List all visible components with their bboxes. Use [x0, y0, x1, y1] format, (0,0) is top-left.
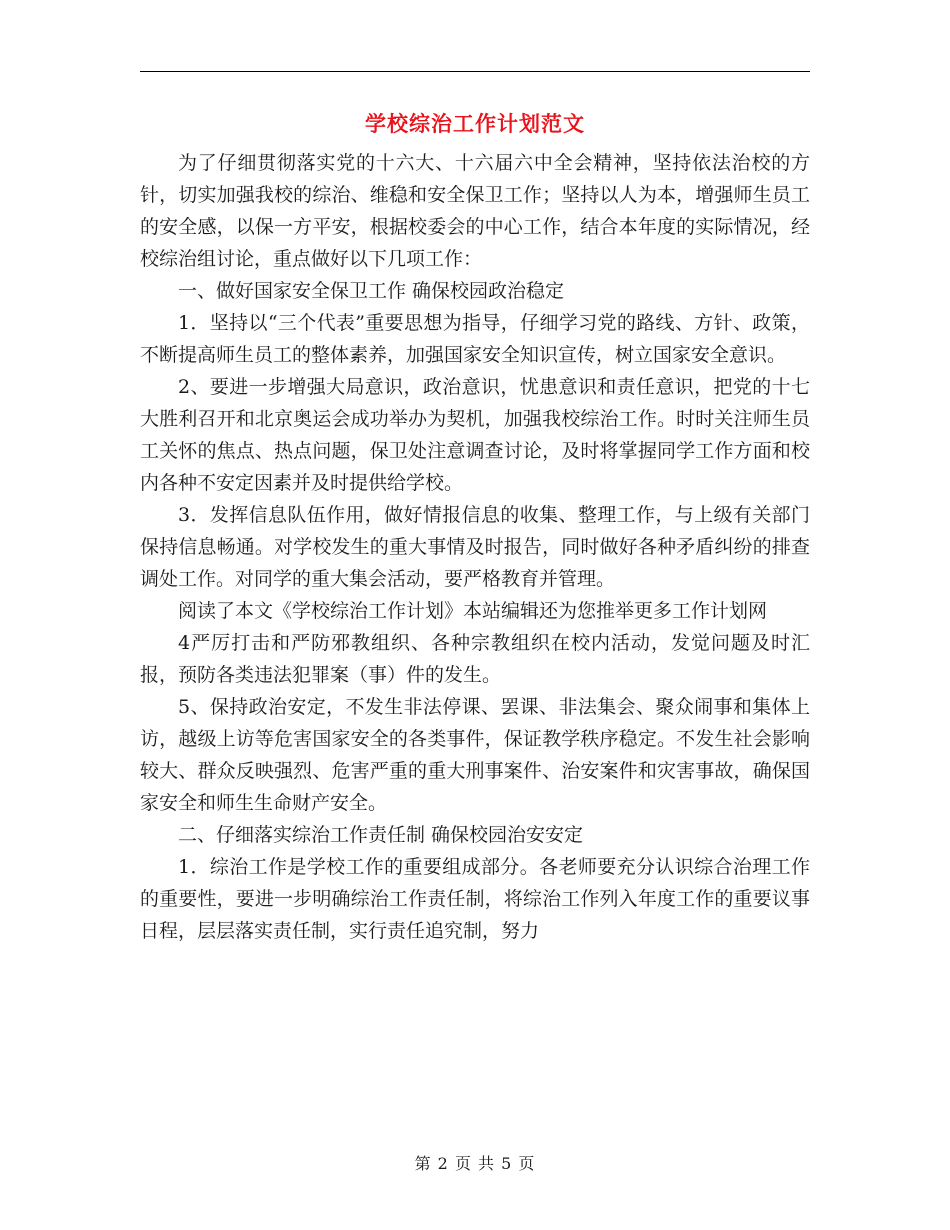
paragraph-item-1: 1．坚持以“三个代表”重要思想为指导，仔细学习党的路线、方针、政策，不断提高师生员工的整体素养，加强国家安全知识宣传，树立国家安全意识。: [140, 312, 810, 366]
paragraph-item-2: 2、要进一步增强大局意识，政治意识，忧患意识和责任意识，把党的十七大胜利召开和北京奥运会成功举办为契机，加强我校综治工作。时时关注师生员工关怀的焦点、热点问题，保卫处注意调查讨论，及时将掌握同学工作方面和校内各种不安定因素并及时提供给学校。: [140, 376, 810, 494]
paragraph-item-3: 3．发挥信息队伍作用，做好情报信息的收集、整理工作，与上级有关部门保持信息畅通。对学校发生的重大事情及时报告，同时做好各种矛盾纠纷的排查调处工作。对同学的重大集会活动，要严格教育并管理。: [140, 504, 810, 590]
page-number-footer: 第 2 页 共 5 页: [414, 1154, 536, 1173]
paragraph-section2-item-1: 1．综治工作是学校工作的重要组成部分。各老师要充分认识综合治理工作的重要性，要进一步明确综治工作责任制，将综治工作列入年度工作的重要议事日程，层层落实责任制，实行责任追究制，努力: [140, 856, 810, 942]
document-body: [140, 147, 810, 947]
document-title: 学校综治工作计划范文: [365, 111, 585, 136]
header-rule: [140, 71, 810, 72]
section-heading-1: 一、做好国家安全保卫工作 确保校园政治稳定: [178, 280, 565, 302]
section-heading-2: 二、仔细落实综治工作责任制 确保校园治安安定: [178, 824, 584, 846]
paragraph-editor-note: 阅读了本文《学校综治工作计划》本站编辑还为您推举更多工作计划网: [178, 600, 768, 622]
paragraph-item-4: 4严厉打击和严防邪教组织、各种宗教组织在校内活动，发觉问题及时汇报，预防各类违法犯罪案（事）件的发生。: [140, 632, 810, 686]
paragraph-intro: 为了仔细贯彻落实党的十六大、十六届六中全会精神，坚持依法治校的方针，切实加强我校的综治、维稳和安全保卫工作；坚持以人为本，增强师生员工的安全感，以保一方平安，根据校委会的中心工作，结合本年度的实际情况，经校综治组讨论，重点做好以下几项工作：: [140, 152, 810, 270]
paragraph-item-5: 5、保持政治安定，不发生非法停课、罢课、非法集会、聚众闹事和集体上访，越级上访等危害国家安全的各类事件，保证教学秩序稳定。不发生社会影响较大、群众反映强烈、危害严重的重大刑事案件、治安案件和灾害事故，确保国家安全和师生生命财产安全。: [140, 696, 810, 814]
